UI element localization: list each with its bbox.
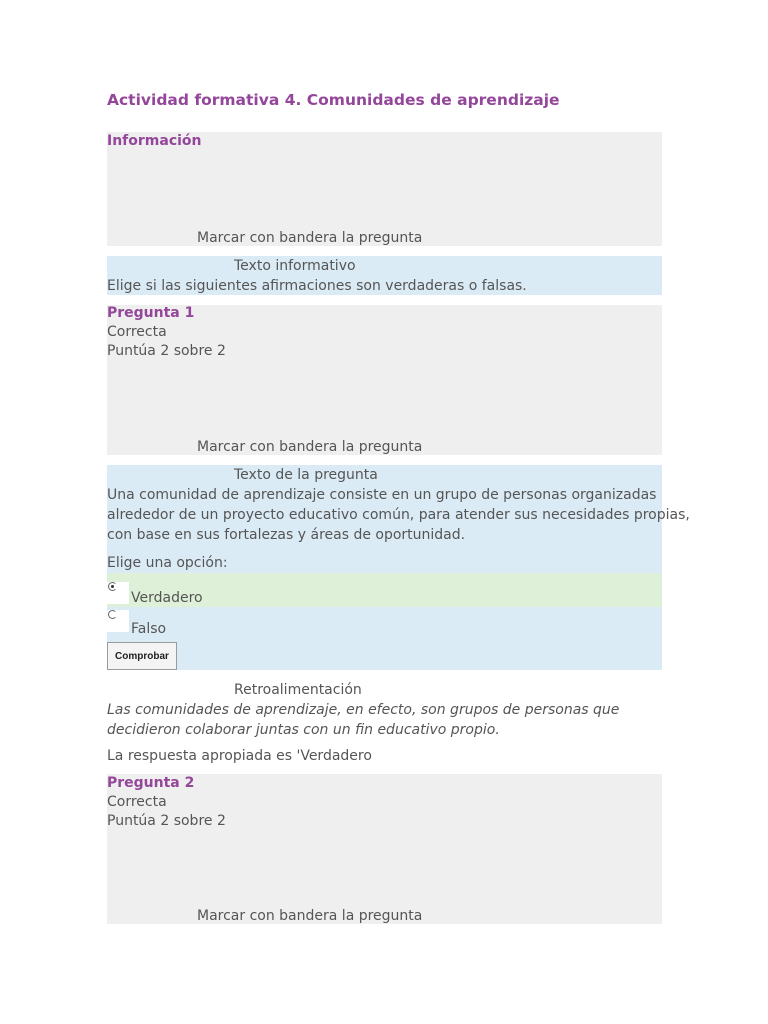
option-falso-radio[interactable]: [107, 610, 129, 632]
question2-score: Puntúa 2 sobre 2: [107, 813, 226, 829]
option-falso-label[interactable]: Falso: [131, 621, 167, 637]
info-text: Elige si las siguientes afirmaciones son verdaderas o falsas.: [107, 278, 527, 294]
answer-text: La respuesta apropiada es 'Verdadero: [107, 748, 372, 764]
question1-section-label: Texto de la pregunta: [234, 467, 378, 483]
page-title: Actividad formativa 4. Comunidades de aprendizaje: [107, 91, 560, 109]
question1-text-line-3: con base en sus fortalezas y áreas de oportunidad.: [107, 527, 466, 543]
question1-score: Puntúa 2 sobre 2: [107, 343, 226, 359]
question1-text-line-2: alrededor de un proyecto educativo común, para atender sus necesidades propias,: [107, 507, 690, 523]
question1-prompt: Elige una opción:: [107, 555, 228, 571]
question2-label: Pregunta 2: [107, 775, 195, 791]
option-verdadero-label[interactable]: Verdadero: [131, 590, 203, 606]
question1-info-block: [107, 305, 662, 455]
info-flag-link[interactable]: Marcar con bandera la pregunta: [197, 230, 423, 246]
info-section-label: Texto informativo: [234, 258, 356, 274]
feedback-line-1: Las comunidades de aprendizaje, en efecto, son grupos de personas que: [107, 702, 620, 718]
question1-flag-link[interactable]: Marcar con bandera la pregunta: [197, 439, 423, 455]
question1-label: Pregunta 1: [107, 305, 195, 321]
feedback-line-2: decidieron colaborar juntas con un fin educativo propio.: [107, 722, 500, 738]
question2-info-block: [107, 774, 662, 924]
question1-text-line-1: Una comunidad de aprendizaje consiste en un grupo de personas organizadas: [107, 487, 657, 503]
question2-status: Correcta: [107, 794, 167, 810]
check-button[interactable]: Comprobar: [107, 642, 177, 670]
info-label: Información: [107, 133, 202, 149]
question1-status: Correcta: [107, 324, 167, 340]
radio-selected-dot-icon: [111, 585, 114, 588]
feedback-label: Retroalimentación: [234, 682, 362, 698]
question2-flag-link[interactable]: Marcar con bandera la pregunta: [197, 908, 423, 924]
option-verdadero-radio[interactable]: [107, 582, 129, 604]
